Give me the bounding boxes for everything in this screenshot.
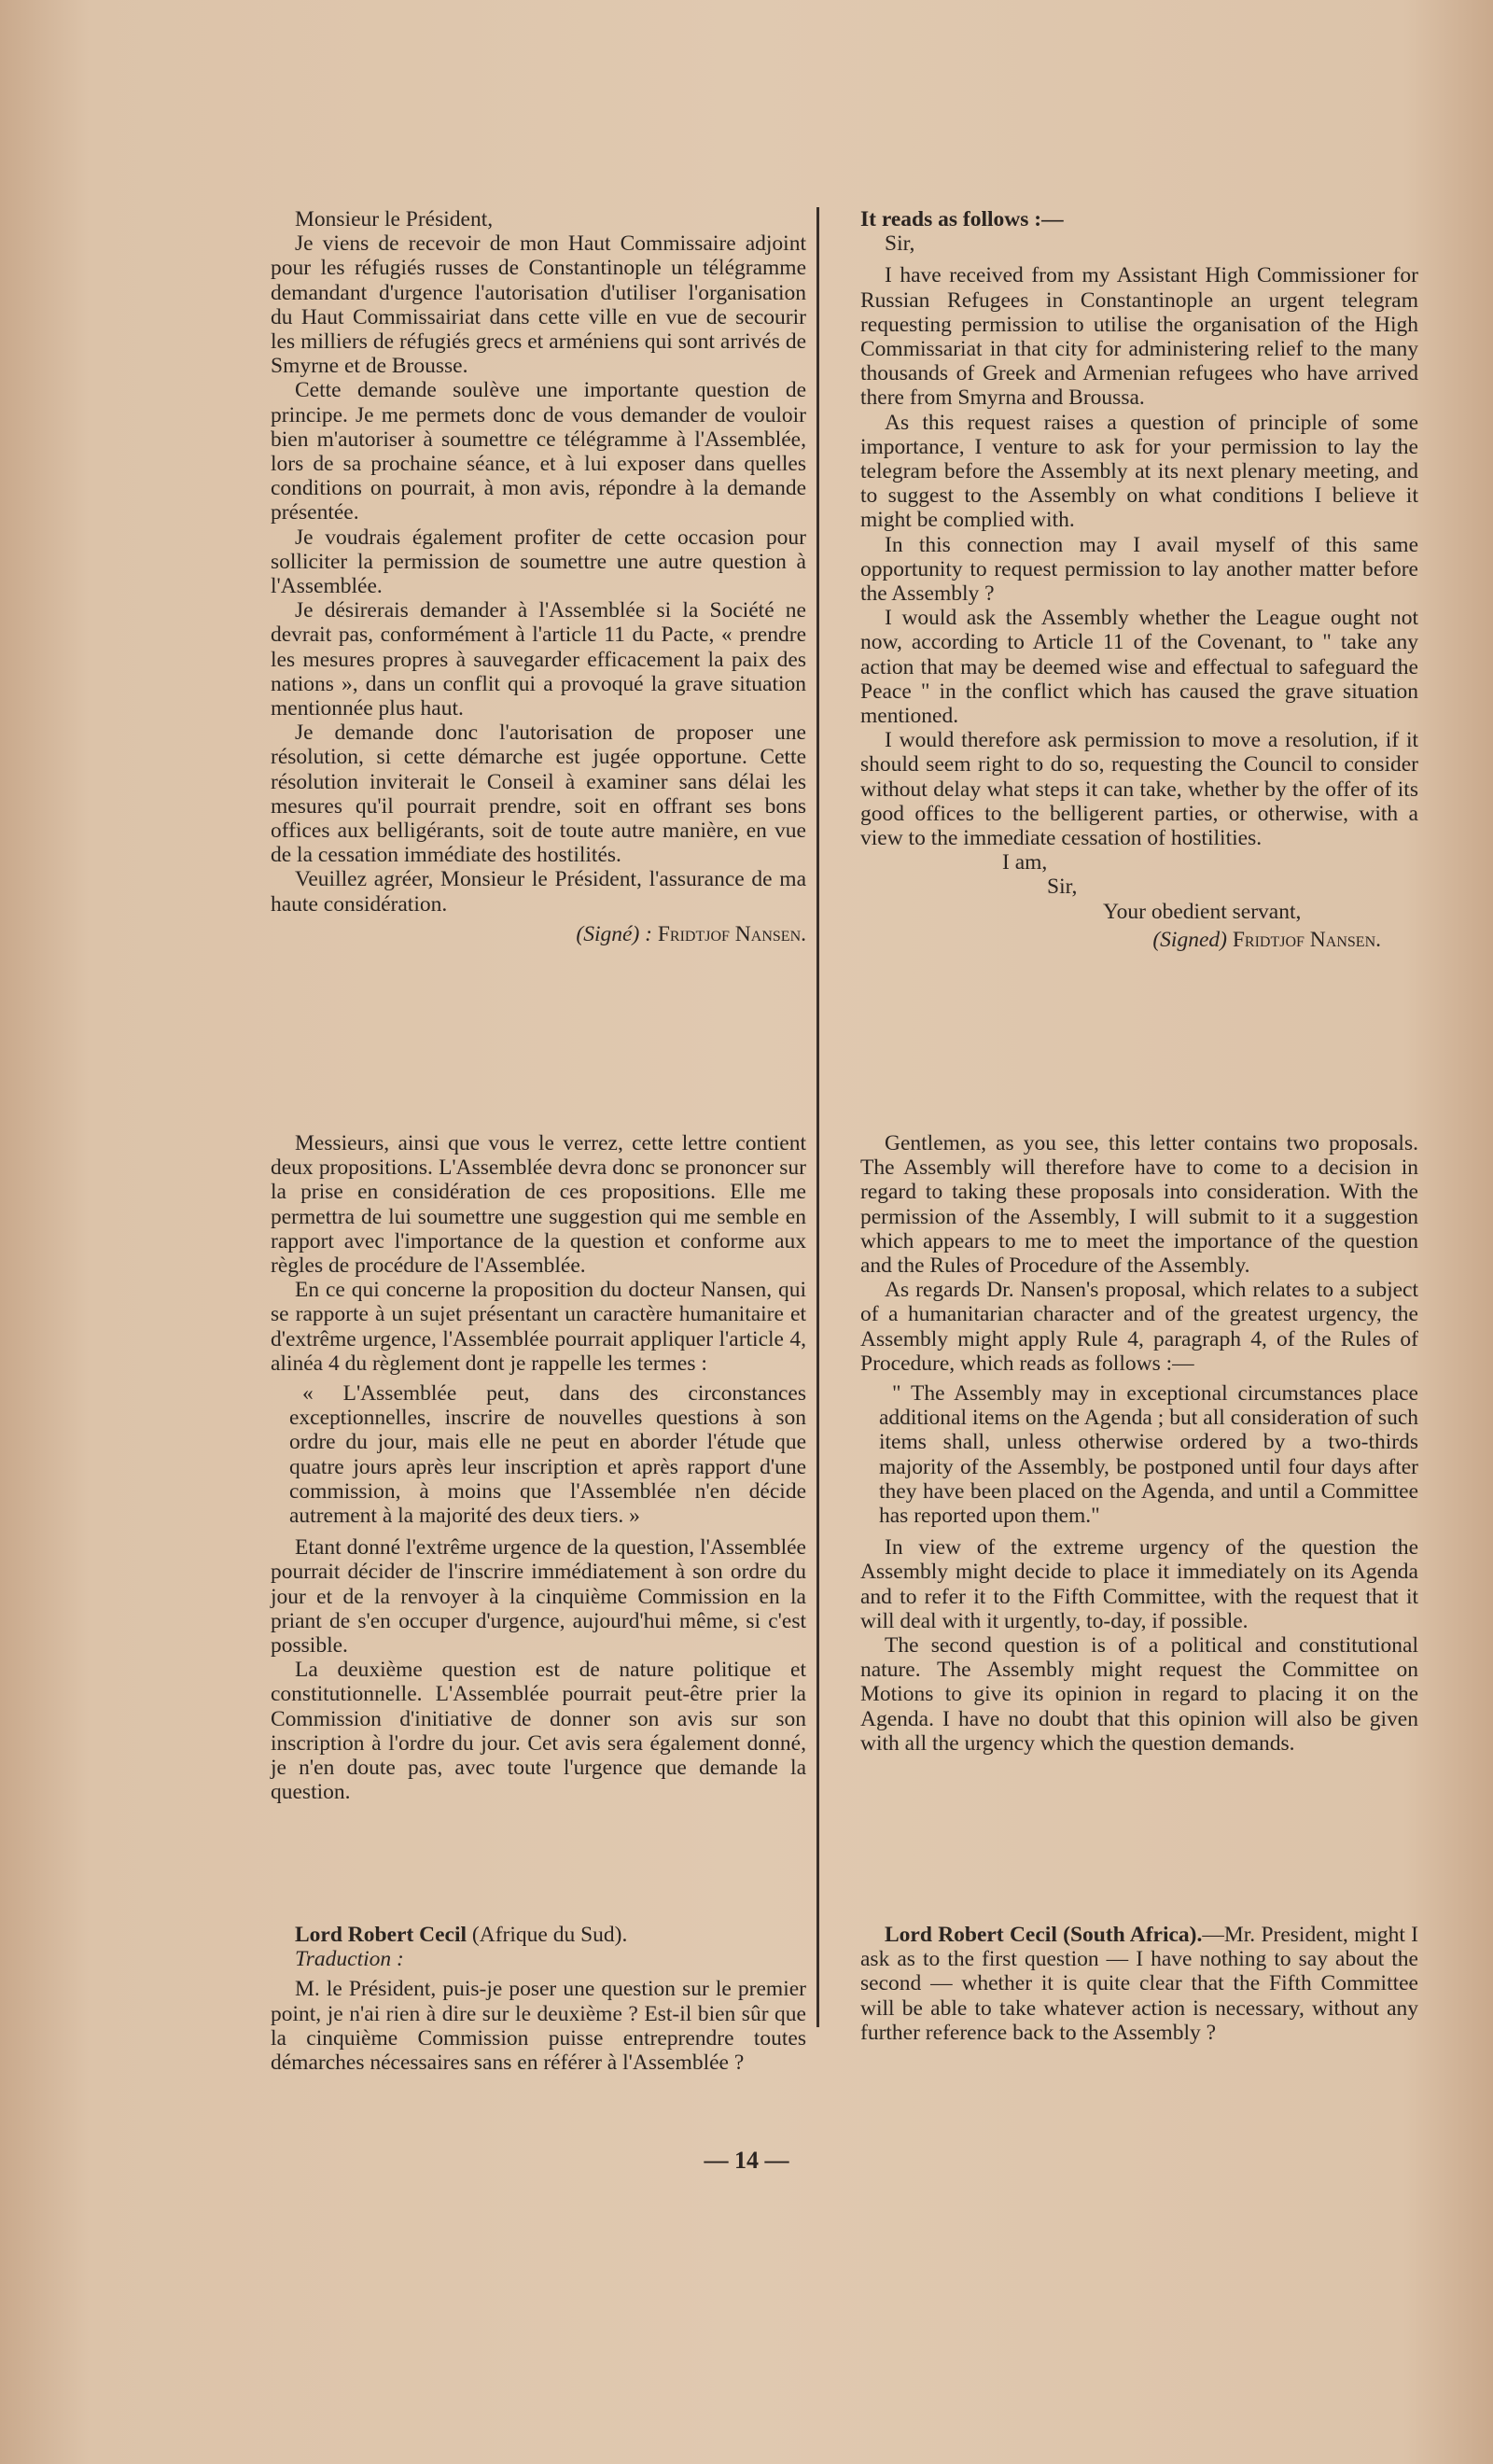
page-number: — 14 — bbox=[704, 2147, 789, 2174]
signed-name: Fridtjof Nansen. bbox=[657, 921, 806, 946]
paragraph: En ce qui concerne la proposition du docteur Nansen, qui se rapporte à un sujet présentant un caractère humanitaire et d'extrême urgence, l'Assemblée pourrait appliquer l'article 4, alinéa 4 du règlement dont je rappelle les termes : bbox=[271, 1278, 806, 1376]
paragraph: In this connection may I avail myself of this same opportunity to request permission to lay another matter before the Assembly ? bbox=[860, 532, 1418, 607]
signed-label: (Signé) : bbox=[576, 921, 652, 946]
paragraph: Je désirerais demander à l'Assemblée si la Société ne devrait pas, conformément à l'article 11 du Pacte, « prendre les mesures propres à sauvegarder efficacement la paix des nations », dans un conflit qui a provoqué la grave situation mentionnée plus haut. bbox=[271, 598, 806, 721]
column-divider bbox=[816, 207, 819, 2027]
speaker-name: Lord Robert Cecil bbox=[885, 1923, 1057, 1947]
paragraph: Veuillez agréer, Monsieur le Président, l'assurance de ma haute considération. bbox=[271, 867, 806, 917]
rule-quotation bbox=[879, 1381, 1418, 1528]
salutation: Sir, bbox=[885, 231, 915, 257]
signature bbox=[860, 928, 1418, 952]
cecil-english bbox=[860, 1923, 1418, 2045]
paragraph: Je demande donc l'autorisation de proposer une résolution, si cette démarche est jugée opportune. Cette résolution inviterait le Conseil à examiner sans délai les mesures qu'il pourrait prendre, soit en offrant ses bons offices aux belligérants, soit de toute autre manière, en vue de la cessation immédiate des hostilités. bbox=[271, 721, 806, 868]
quote-text: " The Assembly may in exceptional circumstances place additional items on the Agenda ; but all consideration of such items shall, unless otherwise ordered by a two-thirds majority of the Assembly, be postponed until four days after they have been placed on the Agenda, and until a Committee has reported upon them." bbox=[879, 1381, 1418, 1529]
speaker-name: Lord Robert Cecil bbox=[295, 1923, 467, 1947]
intro: It reads as follows :— bbox=[860, 207, 1064, 231]
speaker-line bbox=[860, 1923, 1418, 2045]
speaker-country: (Afrique du Sud). bbox=[471, 1923, 628, 1947]
paragraph: Je voudrais également profiter de cette occasion pour solliciter la permission de soumettre une autre question à l'Assemblée. bbox=[271, 525, 806, 599]
paragraph: Je viens de recevoir de mon Haut Commissaire adjoint pour les réfugiés russes de Constantinople un télégramme demandant d'urgence l'autorisation d'utiliser l'organisation du Haut Commissairiat dans cette ville en vue de secourir les milliers de réfugiés grecs et arméniens qui sont arrivés de Smyrne et de Brousse. bbox=[271, 231, 806, 379]
speech-french bbox=[271, 1131, 806, 1804]
signed-name: Fridtjof Nansen. bbox=[1232, 927, 1381, 952]
translation-label: Traduction : bbox=[295, 1947, 404, 1972]
speech-english bbox=[860, 1131, 1418, 1756]
closing: I am, bbox=[1002, 850, 1048, 875]
paragraph: I have received from my Assistant High Commissioner for Russian Refugees in Constantinople an urgent telegram requesting permission to utilise the organisation of the High Commissariat in that city for administering relief to the many thousands of Greek and Armenian refugees who have arrived there from Smyrna and Broussa. bbox=[860, 263, 1418, 411]
salutation: Monsieur le Président, bbox=[295, 207, 494, 231]
paragraph: Etant donné l'extrême urgence de la question, l'Assemblée pourrait décider de l'inscrire immédiatement à son ordre du jour et de la renvoyer à la cinquième Commission en la priant de s'en occuper d'urgence, aujourd'hui même, si c'est possible. bbox=[271, 1535, 806, 1659]
paragraph: As regards Dr. Nansen's proposal, which relates to a subject of a humanitarian character and of the greatest urgency, the Assembly might apply Rule 4, paragraph 4, of the Rules of Procedure, which reads as follows :— bbox=[860, 1278, 1418, 1376]
paragraph: Cette demande soulève une importante question de principe. Je me permets donc de vous demander de vouloir bien m'autoriser à soumettre ce télégramme à l'Assemblée, lors de sa prochaine séance, et à lui exposer dans quelles conditions on pourrait, à mon avis, répondre à la demande présentée. bbox=[271, 378, 806, 525]
rule-quotation bbox=[289, 1381, 806, 1528]
speech-text: —Mr. President, might I ask as to the first question — I have nothing to say about the second — whether it is quite clear that the Fifth Committee will be able to take whatever action is necessary, without any further reference back to the Assembly ? bbox=[860, 1923, 1419, 2045]
paragraph: M. le Président, puis-je poser une question sur le premier point, je n'ai rien à dire sur le deuxième ? Est-il bien sûr que la cinquième Commission puisse entreprendre toutes démarches nécessaires sans en référer à l'Assemblée ? bbox=[271, 1977, 806, 2076]
speaker-country: (South Africa). bbox=[1063, 1923, 1203, 1947]
quote-text: « L'Assemblée peut, dans des circonstances exceptionnelles, inscrire de nouvelles questions à son ordre du jour, mais elle ne peut en aborder l'étude que quatre jours après leur inscription et après rapport d'une commission, à moins que l'Assemblée n'en décide autrement à la majorité des deux tiers. » bbox=[289, 1381, 806, 1529]
paragraph: Gentlemen, as you see, this letter contains two proposals. The Assembly will therefore have to come to a decision in regard to taking these proposals into consideration. With the permission of the Assembly, I will submit to it a suggestion which appears to me to meet the importance of the question and the Rules of Procedure of the Assembly. bbox=[860, 1131, 1418, 1279]
letter-english bbox=[860, 207, 1418, 952]
paragraph: I would therefore ask permission to move a resolution, if it should seem right to do so, requesting the Council to consider without delay what steps it can take, whether by the offer of its good offices to the belligerent parties, or otherwise, with a view to the immediate cessation of hostilities. bbox=[860, 728, 1418, 851]
paragraph: La deuxième question est de nature politique et constitutionnelle. L'Assemblée pourrait peut-être prier la Commission d'initiative de donner son avis sur son inscription à l'ordre du jour. Cet avis sera également donné, je n'en doute pas, avec toute l'urgence que demande la question. bbox=[271, 1658, 806, 1805]
signature bbox=[271, 922, 806, 946]
letter-french bbox=[271, 207, 806, 946]
speaker-line bbox=[271, 1923, 806, 1947]
closing: Sir, bbox=[1047, 875, 1078, 900]
signed-label: (Signed) bbox=[1152, 927, 1227, 952]
paragraph: I would ask the Assembly whether the League ought not now, according to Article 11 of the Covenant, to " take any action that may be deemed wise and effectual to safeguard the Peace " in the conflict which has caused the grave situation mentioned. bbox=[860, 606, 1418, 729]
paragraph: Messieurs, ainsi que vous le verrez, cette lettre contient deux propositions. L'Assemblée devra donc se prononcer sur la prise en considération de ces propositions. Elle me permettra de lui soumettre une suggestion qui me semble en rapport avec l'importance de la question et conforme aux règles de procédure de l'Assemblée. bbox=[271, 1131, 806, 1279]
paragraph: The second question is of a political and constitutional nature. The Assembly might request the Committee on Motions to give its opinion in regard to placing it on the Agenda. I have no doubt that this opinion will also be given with all the urgency which the question demands. bbox=[860, 1633, 1418, 1756]
closing: Your obedient servant, bbox=[1103, 899, 1302, 924]
paragraph: As this request raises a question of principle of some importance, I venture to ask for your permission to lay the telegram before the Assembly at its next plenary meeting, and to suggest to the Assembly on what conditions I believe it might be complied with. bbox=[860, 410, 1418, 533]
paragraph: In view of the extreme urgency of the question the Assembly might decide to place it immediately on its Agenda and to refer it to the Fifth Committee, with the request that it will deal with it urgently, to-day, if possible. bbox=[860, 1535, 1418, 1633]
cecil-french bbox=[271, 1923, 806, 2075]
